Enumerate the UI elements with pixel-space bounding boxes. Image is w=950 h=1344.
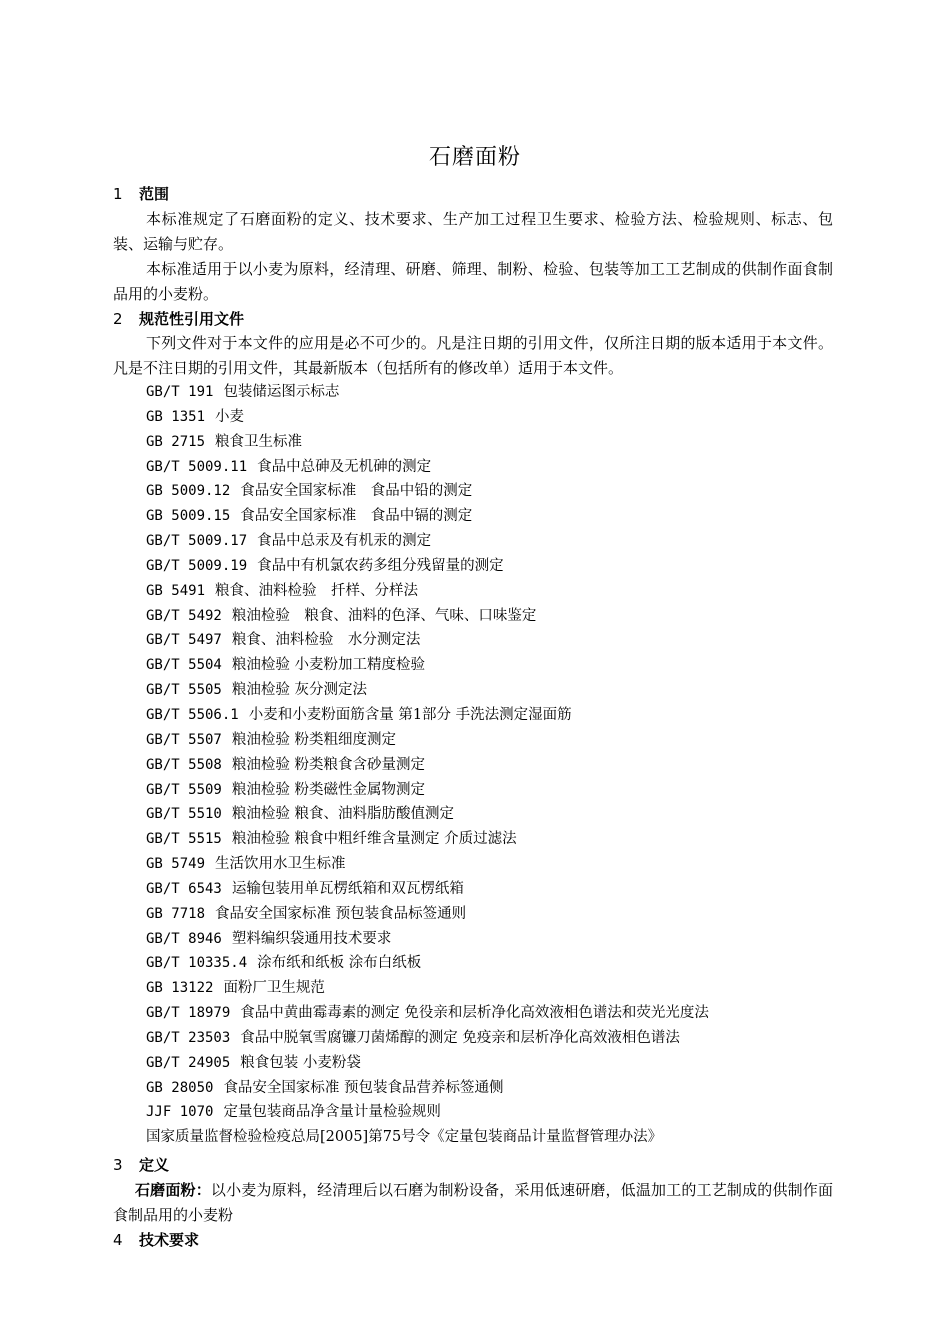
reference-title: 食品中脱氧雪腐镰刀菌烯醇的测定 免疫亲和层析净化高效液相色谱法 [240,1029,680,1046]
reference-title: 粮油检验 粉类粮食含砂量测定 [231,756,425,773]
section-title: 定义 [139,1156,170,1174]
reference-item [146,455,709,480]
reference-code: GB/T 5509 [146,781,222,798]
reference-code: GB/T 5515 [146,831,222,848]
reference-code: GB 5009.12 [146,483,231,500]
reference-code: GB 13122 [146,980,214,997]
reference-item [146,927,709,952]
reference-item [146,827,709,852]
reference-title: 包装储运图示标志 [223,384,340,400]
reference-title: 食品中总砷及无机砷的测定 [257,458,432,475]
document-title: 石磨面粉 [428,145,521,170]
reference-code: GB/T 18979 [146,1005,231,1022]
reference-item [146,1051,709,1076]
reference-code: GB 28050 [146,1079,214,1096]
normative-intro: 下列文件对于本文件的应用是必不可少的。凡是注日期的引用文件，仅所注日期的版本适用于本文件。凡是不注日期的引用文件，其最新版本（包括所有的修改单）适用于本文件。 [113,334,833,377]
section-title: 规范性引用文件 [139,310,245,328]
reference-code: GB/T 8946 [146,930,222,947]
reference-item [146,753,709,778]
reference-title: 粮油检验 粉类磁性金属物测定 [231,781,425,798]
reference-title: 食品安全国家标准 预包装食品标签通则 [215,905,467,922]
reference-title: 粮油检验 灰分测定法 [231,682,367,699]
section-title: 范围 [139,185,170,203]
reference-item [146,604,709,629]
reference-title: 涂布纸和纸板 涂布白纸板 [257,955,422,972]
reference-title: 生活饮用水卫生标准 [215,856,346,873]
reference-title: 食品安全国家标准 食品中铅的测定 [240,483,473,500]
reference-code: GB/T 5507 [146,731,222,748]
reference-title: 食品安全国家标准 食品中镉的测定 [240,508,473,525]
section-1-heading [113,182,169,206]
reference-item [146,380,709,405]
definition-term: 石磨面粉 [135,1181,196,1199]
definition-paragraph [113,1178,833,1228]
reference-title: 国家质量监督检验检疫总局[2005]第75号令《定量包装商品计量监督管理办法》 [146,1129,663,1146]
reference-code: GB 1351 [146,408,206,425]
reference-title: 粮食、油料检验 扦样、分样法 [215,582,419,599]
section-3-heading [113,1153,169,1177]
definition-text: 以小麦为原料，经清理后以石磨为制粉设备，采用低速研磨，低温加工的工艺制成的供制作面食制品用的小麦粉 [113,1181,833,1224]
reference-code: GB 7718 [146,905,206,922]
reference-item [146,554,709,579]
section-number: 3 [113,1156,123,1174]
definition-colon: ： [195,1181,211,1199]
reference-item [146,802,709,827]
reference-title: 食品中有机氯农药多组分残留量的测定 [257,557,504,574]
reference-code: GB/T 5510 [146,806,222,823]
reference-item [146,1001,709,1026]
reference-item [146,504,709,529]
reference-title: 小麦 [215,408,245,425]
reference-code: GB/T 5508 [146,756,222,773]
section-title: 技术要求 [139,1231,200,1249]
reference-code: GB 5491 [146,582,206,599]
reference-code: GB/T 5009.11 [146,458,248,475]
section-number: 4 [113,1231,123,1249]
reference-item [146,678,709,703]
reference-code: GB/T 5505 [146,682,222,699]
reference-item [146,479,709,504]
reference-code: GB/T 191 [146,384,214,400]
reference-code: GB/T 5492 [146,607,222,624]
reference-code: GB/T 5009.19 [146,557,248,574]
reference-title: 定量包装商品净含量计量检验规则 [223,1104,441,1121]
reference-item [146,703,709,728]
reference-item [146,1026,709,1051]
reference-title: 面粉厂卫生规范 [223,980,325,997]
reference-item [146,1125,709,1150]
reference-title: 食品中总汞及有机汞的测定 [257,533,432,550]
reference-item [146,628,709,653]
reference-code: GB 2715 [146,433,206,450]
reference-title: 粮油检验 粉类粗细度测定 [231,731,396,748]
section-number: 1 [113,185,123,203]
reference-list [146,380,709,1150]
reference-item [146,430,709,455]
section-number: 2 [113,310,123,328]
section-2-heading [113,307,244,331]
reference-item [146,852,709,877]
scope-paragraph-2: 本标准适用于以小麦为原料，经清理、研磨、筛理、制粉、检验、包装等加工工艺制成的供制作面食制品用的小麦粉。 [113,260,833,303]
reference-item [146,728,709,753]
reference-item [146,976,709,1001]
reference-title: 食品安全国家标准 预包装食品营养标签通侧 [223,1079,504,1096]
reference-title: 运输包装用单瓦楞纸箱和双瓦楞纸箱 [231,880,464,897]
section-4-heading [113,1228,199,1252]
reference-code: JJF 1070 [146,1104,214,1121]
reference-item [146,778,709,803]
reference-title: 食品中黄曲霉毒素的测定 免役亲和层析净化高效液相色谱法和荧光光度法 [240,1005,709,1022]
reference-title: 粮油检验 粮食中粗纤维含量测定 介质过滤法 [231,831,517,848]
reference-code: GB 5749 [146,856,206,873]
reference-item [146,902,709,927]
reference-title: 小麦和小麦粉面筋含量 第1部分 手洗法测定湿面筋 [248,706,572,723]
reference-title: 粮食、油料检验 水分测定法 [231,632,421,649]
reference-code: GB/T 24905 [146,1054,231,1071]
reference-title: 粮食卫生标准 [215,433,303,450]
scope-paragraph-1: 本标准规定了石磨面粉的定义、技术要求、生产加工过程卫生要求、检验方法、检验规则、标志、包装、运输与贮存。 [113,210,833,253]
reference-title: 粮油检验 小麦粉加工精度检验 [231,657,425,674]
reference-code: GB/T 6543 [146,880,222,897]
reference-item [146,877,709,902]
reference-item [146,653,709,678]
reference-title: 粮油检验 粮食、油料的色泽、气味、口味鉴定 [231,607,537,624]
reference-code: GB/T 5506.1 [146,706,239,723]
reference-code: GB/T 5497 [146,632,222,649]
reference-item [146,529,709,554]
reference-code: GB/T 10335.4 [146,955,248,972]
reference-item [146,951,709,976]
reference-code: GB/T 23503 [146,1029,231,1046]
reference-code: GB/T 5504 [146,657,222,674]
reference-code: GB/T 5009.17 [146,533,248,550]
reference-item [146,1100,709,1125]
reference-title: 塑料编织袋通用技术要求 [231,930,392,947]
reference-item [146,1076,709,1101]
reference-item [146,579,709,604]
reference-code: GB 5009.15 [146,508,231,525]
reference-title: 粮油检验 粮食、油料脂肪酸值测定 [231,806,454,823]
reference-title: 粮食包装 小麦粉袋 [240,1054,361,1071]
reference-item [146,405,709,430]
